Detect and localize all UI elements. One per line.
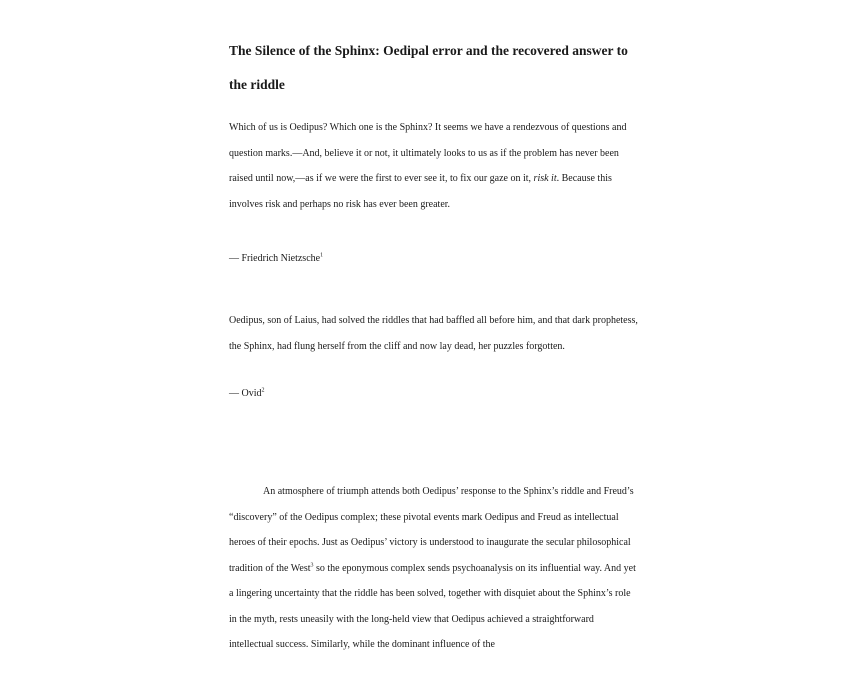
epigraph-nietzsche-text-end: . Because this involves risk and perhaps no risk has ever been greater. (229, 173, 612, 210)
footnote-marker[interactable]: 3 (310, 562, 314, 569)
body-paragraph (229, 479, 639, 658)
epigraph-nietzsche-emphasis: risk it (533, 173, 557, 184)
epigraph-nietzsche-attribution (229, 251, 323, 267)
body-text-continued: so the eponymous complex sends psychoanalysis on its influential way. And yet a lingering uncertainty that the riddle has been solved, together with disquiet about the Sphinx’s role in the myth, rests uneasily with the long-held view that Oedipus achieved a straightforward intellectual success. Similarly, while the dominant influence of the (229, 562, 636, 650)
epigraph-nietzsche-text: Which of us is Oedipus? Which one is the Sphinx? It seems we have a rendezvous of questions and question marks.—And, believe it or not, it ultimately looks to us as if the problem has never been raised until now,—as if we were the first to ever see it, to fix our gaze on it, (229, 122, 627, 184)
footnote-marker[interactable]: 2 (261, 387, 265, 394)
epigraph-ovid-attribution (229, 386, 265, 402)
body-text: An atmosphere of triumph attends both Oedipus’ response to the Sphinx’s riddle and Freud’s “discovery” of the Oedipus complex; these pivotal events mark Oedipus and Freud as intellectual heroes of their epochs. Just as Oedipus’ victory is understood to inaugurate the secular philosophical tradition of the West (229, 486, 634, 574)
attribution-name: — Ovid (229, 388, 262, 399)
attribution-name: — Friedrich Nietzsche (229, 253, 321, 264)
footnote-marker[interactable]: 1 (320, 252, 324, 259)
epigraph-ovid-quote: Oedipus, son of Laius, had solved the riddles that had baffled all before him, and that dark prophetess, the Sphinx, had flung herself from the cliff and now lay dead, her puzzles forgotten. (229, 315, 638, 352)
document-title: The Silence of the Sphinx: Oedipal error and the recovered answer to the riddle (229, 43, 628, 92)
epigraph-nietzsche-quote (229, 115, 639, 217)
